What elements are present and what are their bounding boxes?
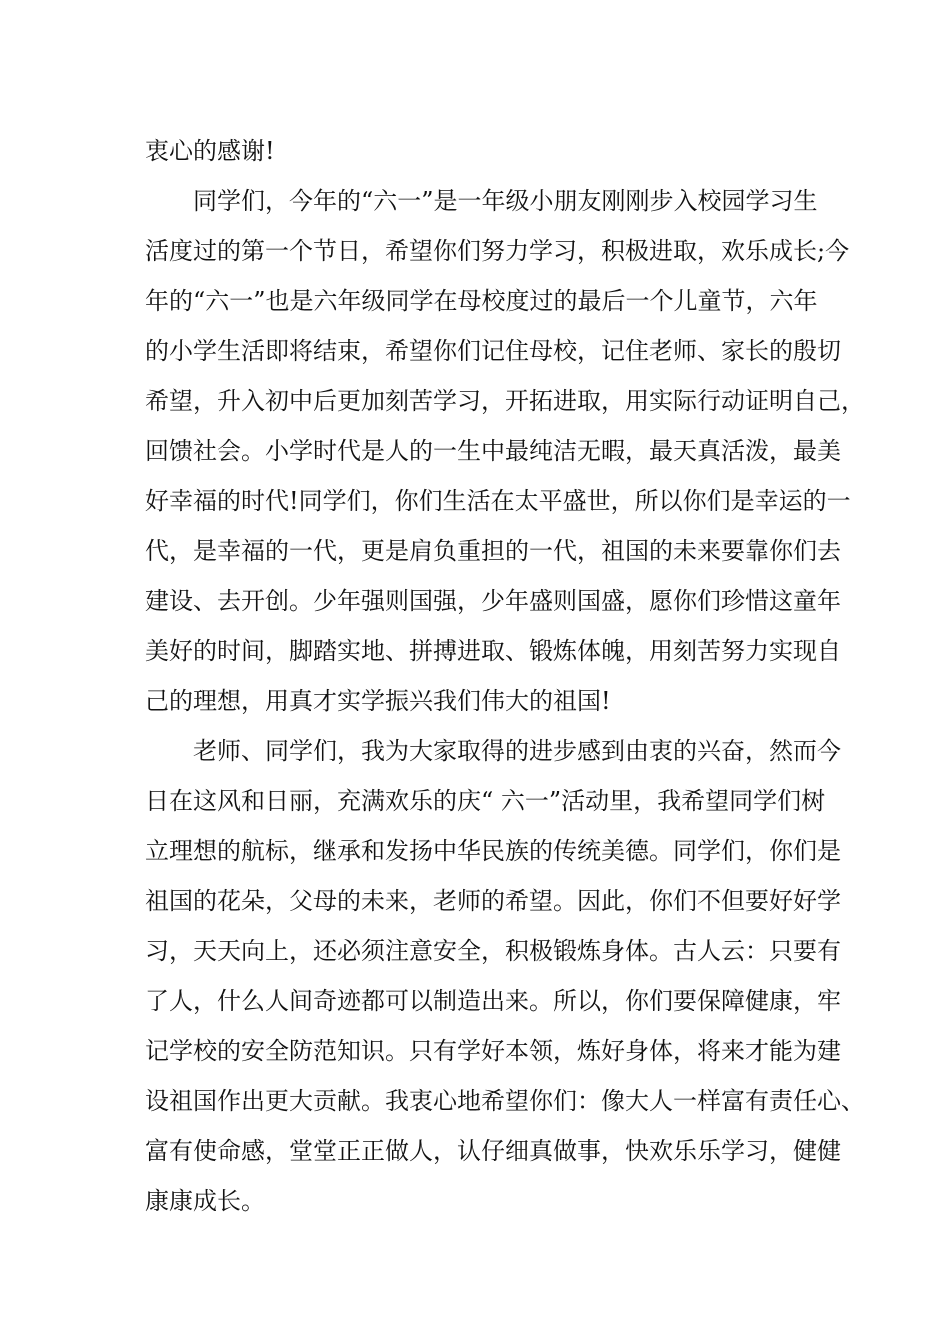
text-line-20: 设祖国作出更大贡献。我衷心地希望你们：像大人一样富有责任心、 (145, 1087, 865, 1115)
text-line-14: 日在这风和日丽，充满欢乐的庆“ 六一”活动里，我希望同学们树 (145, 787, 826, 815)
text-line-2: 同学们，今年的“六一”是一年级小朋友刚刚步入校园学习生 (193, 187, 818, 215)
text-line-17: 习，天天向上，还必须注意安全，积极锻炼身体。古人云：只要有 (145, 937, 841, 965)
text-line-10: 建设、去开创。少年强则国强，少年盛则国盛，愿你们珍惜这童年 (145, 587, 841, 615)
text-line-21: 富有使命感，堂堂正正做人，认仔细真做事，快欢乐乐学习，健健 (145, 1137, 841, 1165)
text-line-9: 代，是幸福的一代，更是肩负重担的一代，祖国的未来要靠你们去 (145, 537, 841, 565)
text-line-3: 活度过的第一个节日，希望你们努力学习，积极进取，欢乐成长;今 (145, 237, 850, 265)
text-line-13: 老师、同学们，我为大家取得的进步感到由衷的兴奋，然而今 (193, 737, 841, 765)
text-line-1: 衷心的感谢! (145, 137, 275, 165)
text-line-8: 好幸福的时代!同学们，你们生活在太平盛世，所以你们是幸运的一 (145, 487, 851, 515)
text-line-16: 祖国的花朵，父母的未来，老师的希望。因此，你们不但要好好学 (145, 887, 841, 915)
text-line-4: 年的“六一”也是六年级同学在母校度过的最后一个儿童节，六年 (145, 287, 818, 315)
text-line-19: 记学校的安全防范知识。只有学好本领，炼好身体，将来才能为建 (145, 1037, 841, 1065)
text-line-18: 了人，什么人间奇迹都可以制造出来。所以，你们要保障健康，牢 (145, 987, 841, 1015)
text-line-7: 回馈社会。小学时代是人的一生中最纯洁无暇，最天真活泼，最美 (145, 437, 841, 465)
text-line-5: 的小学生活即将结束，希望你们记住母校，记住老师、家长的殷切 (145, 337, 841, 365)
text-line-22: 康康成长。 (145, 1187, 265, 1215)
text-line-11: 美好的时间，脚踏实地、拼搏进取、锻炼体魄，用刻苦努力实现自 (145, 637, 841, 665)
text-line-12: 己的理想，用真才实学振兴我们伟大的祖国! (145, 687, 611, 715)
text-line-6: 希望，升入初中后更加刻苦学习，开拓进取，用实际行动证明自己， (145, 387, 865, 415)
text-line-15: 立理想的航标，继承和发扬中华民族的传统美德。同学们，你们是 (145, 837, 841, 865)
